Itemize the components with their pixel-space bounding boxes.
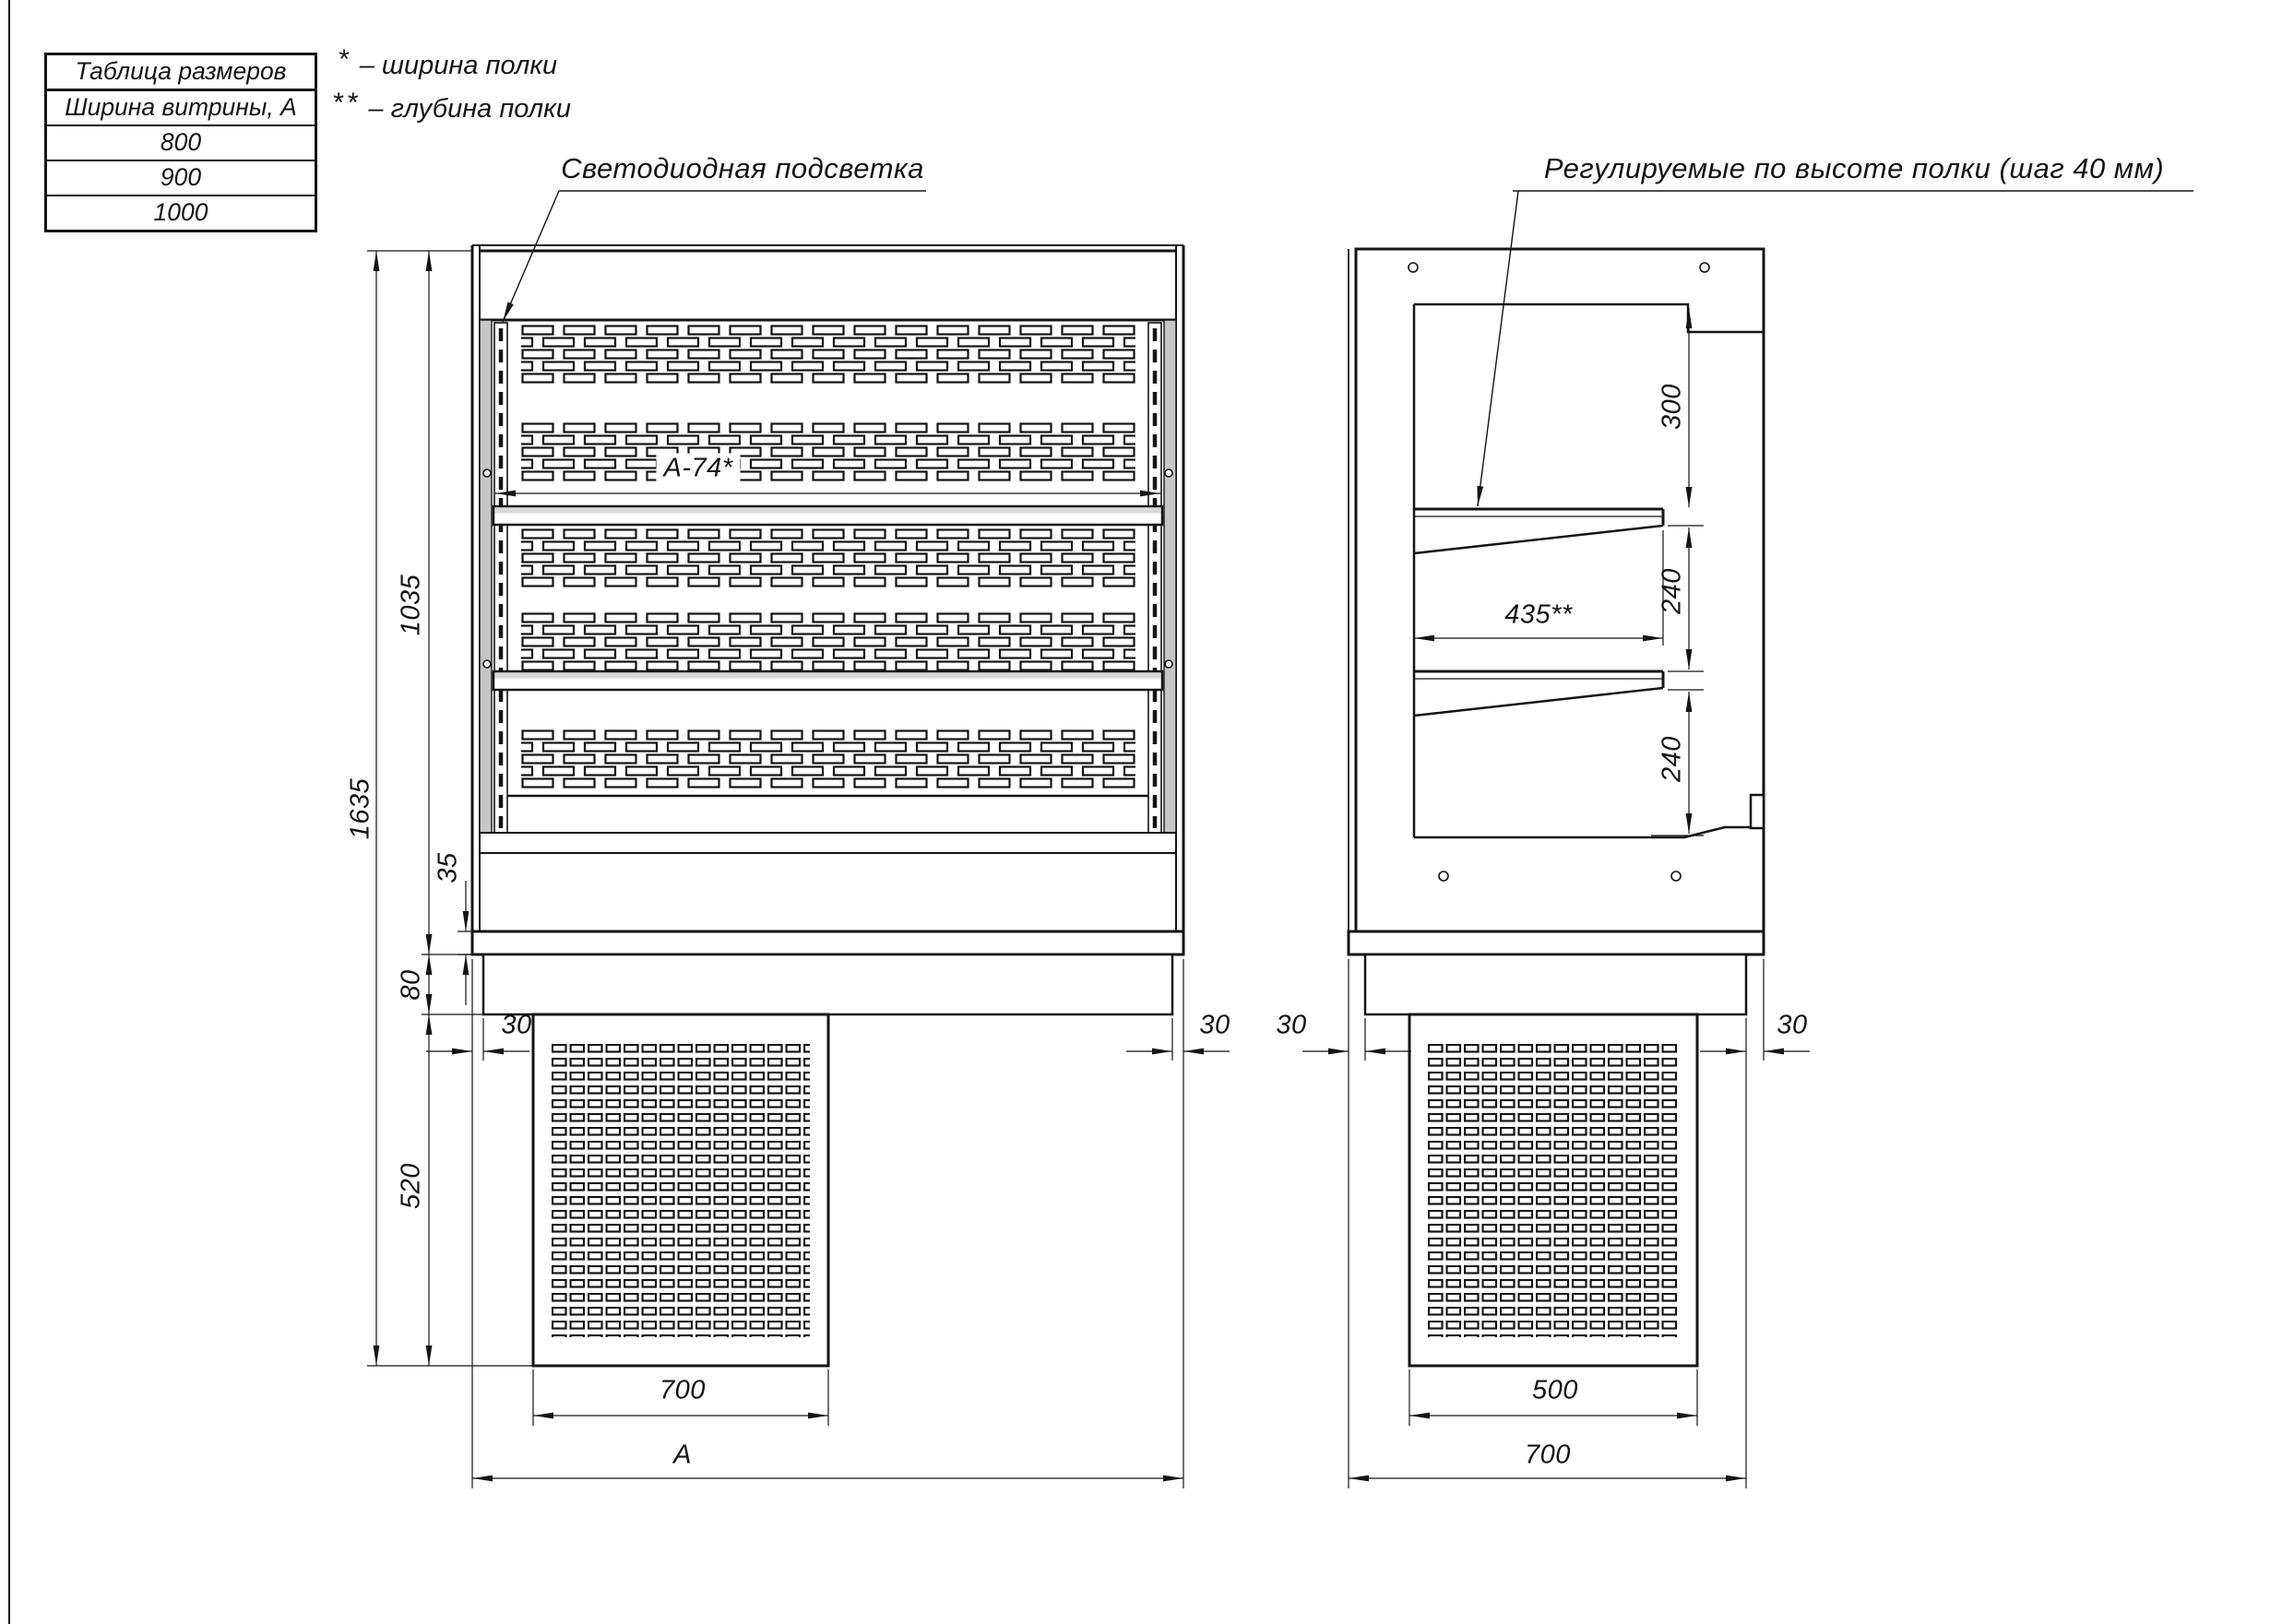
dim-overall-depth: 700 — [1525, 1440, 1571, 1470]
front-lower-rail — [480, 833, 1176, 853]
callout-shelves-label: Регулируемые по высоте полки (шаг 40 мм) — [1543, 152, 2165, 184]
dim-trim-height: 35 — [433, 852, 463, 883]
side-plinth — [1365, 954, 1746, 1014]
front-plinth — [483, 954, 1172, 1014]
front-view-linework — [472, 245, 1183, 1366]
size-table-row: 1000 — [47, 195, 315, 230]
side-view-linework — [1349, 245, 1764, 1366]
dim-shelf-depth: 435** — [1504, 599, 1573, 630]
size-table-title: Таблица размеров — [75, 57, 287, 85]
dim-top-clearance: 300 — [1657, 384, 1687, 430]
side-bottom-trim — [1349, 931, 1764, 954]
dim-plinth-inset-right-side: 30 — [1777, 1010, 1808, 1040]
air-duct-tab — [1751, 795, 1764, 828]
led-strip-left — [480, 320, 492, 833]
dim-plinth-inset-right: 30 — [1199, 1010, 1230, 1040]
dim-plinth-inset-left: 30 — [501, 1010, 532, 1040]
dim-shelf-spacing-upper: 240 — [1657, 568, 1687, 614]
dim-machinery-height: 520 — [396, 1163, 426, 1209]
size-table-header: Ширина витрины, А — [47, 89, 315, 124]
dim-plinth-height: 80 — [396, 969, 426, 1001]
dim-plinth-inset-left-side: 30 — [1276, 1010, 1307, 1040]
front-shelf-upper — [493, 506, 1162, 525]
dim-shelf-spacing-lower: 240 — [1657, 736, 1687, 782]
front-bottom-trim — [472, 931, 1183, 954]
led-strip-right — [1164, 320, 1176, 833]
dim-shelf-width: А-74* — [656, 454, 740, 484]
size-table-row: 900 — [47, 160, 315, 195]
size-table-row: 800 — [47, 124, 315, 160]
note-shelf-depth: ** – глубина полки — [332, 88, 571, 124]
dim-vent-width-side: 500 — [1532, 1375, 1578, 1405]
front-shelf-lower — [493, 671, 1162, 690]
size-table — [44, 53, 317, 232]
callout-led-label: Светодиодная подсветка — [561, 152, 924, 184]
dim-vent-width-front: 700 — [660, 1375, 706, 1405]
note-shelf-width: * – ширина полки — [338, 44, 558, 80]
dim-overall-height: 1635 — [345, 777, 375, 840]
dim-body-height: 1035 — [396, 574, 426, 636]
dim-overall-width: А — [673, 1440, 692, 1470]
